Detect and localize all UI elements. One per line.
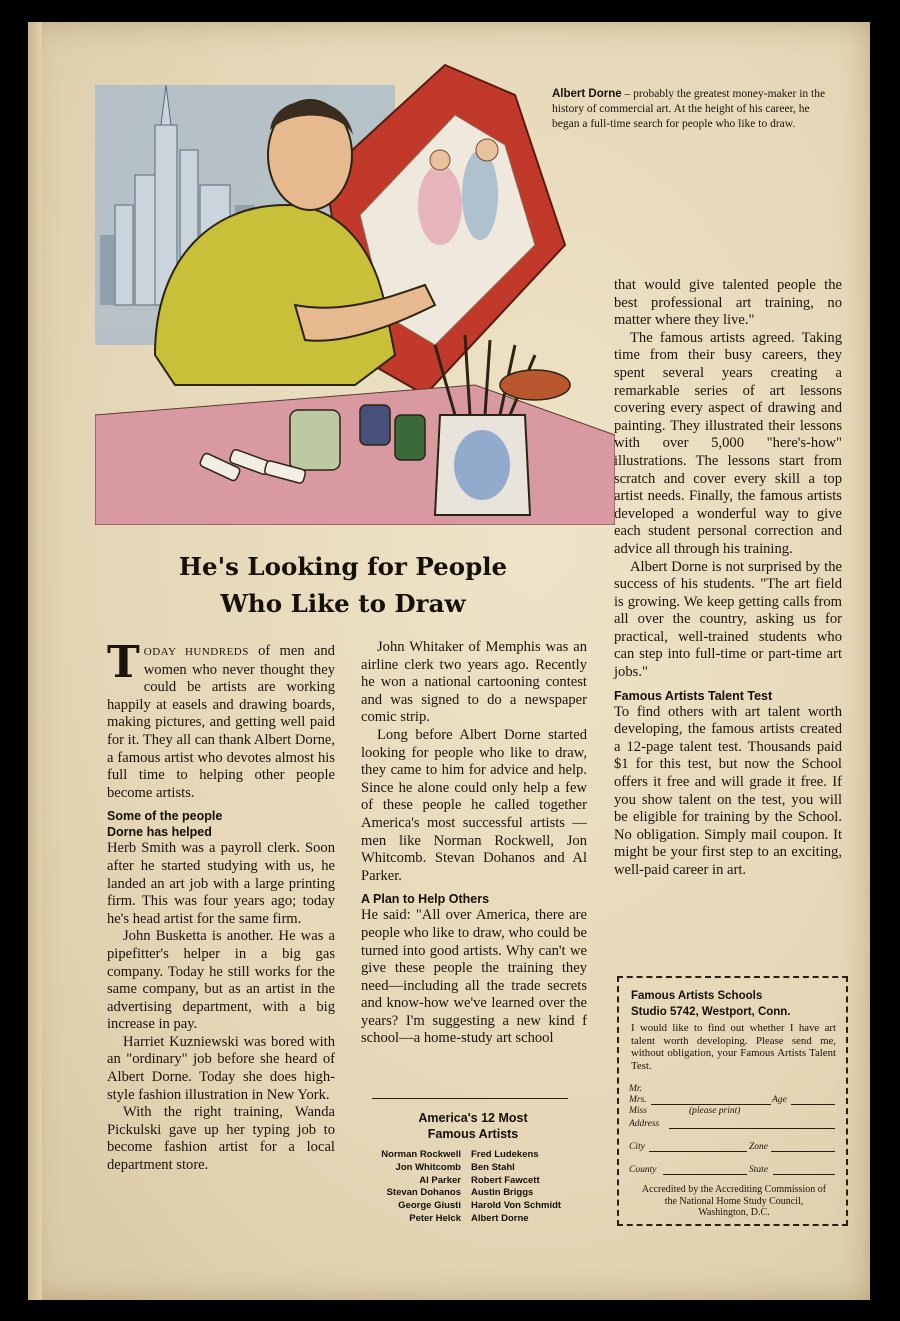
label-mrs: Mrs. (629, 1095, 647, 1105)
accreditation-note: Accredited by the Accrediting Commission of the National Home Study Council, Washington, D.C. (641, 1184, 827, 1218)
artist-name: Albert Dorne (471, 1212, 529, 1224)
headline (108, 548, 578, 622)
headline-line-1: He's Looking for People (178, 552, 508, 581)
label-zone: Zone (749, 1142, 768, 1152)
label-state: State (749, 1165, 768, 1175)
paragraph-busketta: John Busketta is another. He was a pipefitter's helper in a big gas company. Today he still works for the same company, but as an artist in the advertising department, with a big increase in pay. (107, 928, 335, 1033)
label-city: City (629, 1142, 645, 1152)
artist-name: Stevan Dohanos (386, 1187, 461, 1199)
paragraph-kuzniewski: Harriet Kuzniewski was bored with an "ordinary" job before she heard of Albert Dorne. Today she does high-style fashion illustration in New York. (107, 1033, 335, 1103)
artist-name: Jon Whitcomb (395, 1161, 461, 1173)
drop-cap: T (107, 637, 140, 688)
caption-name: Albert Dorne (552, 88, 622, 100)
label-miss: Miss (629, 1106, 647, 1116)
city-field[interactable] (649, 1151, 747, 1152)
paragraph-continued: that would give talented people the best professional art training, no matter where they live." (614, 277, 842, 329)
label-please-print: (please print) (689, 1106, 741, 1116)
illustration-caption (552, 87, 827, 132)
artist-name: Norman Rockwell (381, 1149, 461, 1160)
subhead-helped (107, 808, 335, 840)
caption-text: – probably the greatest money-maker in the history of commercial art. At the height of his career, he began a full-time search for people who like to draw. (552, 88, 826, 130)
artist-name: Harold Von Schmidt (471, 1200, 562, 1212)
paragraph-not-surprised: Albert Dorne is not surprised by the success of his students. "The art field is growing. We keep getting calls from all over the country, asking us for practical, well-trained students who can step into full-time or part-time art jobs." (614, 558, 842, 681)
paragraph-talent-test: To find others with art talent worth developing, the famous artists created a 12-page talent test. Thousands paid $1 for this test, but now the School offers it free and will grade it free. If you show talent on the test, you will be eligible for training by the School. No obligation. Simply mail coupon. It might be your first step to an exciting, well-paid career in art. (614, 703, 842, 878)
subhead-helped-line-2: Dorne has helped (107, 825, 212, 840)
artist-name: Austin Briggs (471, 1187, 534, 1199)
column-1 (107, 637, 335, 1175)
famous-artists-title-line-2: Famous Artists (427, 1127, 519, 1141)
subhead-talent-test: Famous Artists Talent Test (614, 688, 773, 703)
famous-artists-title (355, 1110, 591, 1142)
paragraph-whitaker: John Whitaker of Memphis was an airline clerk two years ago. Recently he won a national cartooning contest and was signed to do a newspaper comic strip. (361, 639, 587, 726)
artist-name: Fred Ludekens (471, 1149, 539, 1160)
name-field[interactable] (651, 1104, 771, 1105)
coupon-body: I would like to find out whether I have art talent worth developing. Please send me, without obligation, your Famous Artists Talent Test. (631, 1022, 836, 1072)
coupon-school: Famous Artists Schools (631, 990, 763, 1002)
column-3 (614, 277, 842, 880)
zone-field[interactable] (771, 1151, 835, 1152)
divider-rule (372, 1098, 568, 1099)
artist-name: George Giusti (398, 1200, 461, 1212)
label-mr: Mr. (629, 1084, 642, 1094)
column-2 (361, 639, 587, 1048)
address-field[interactable] (669, 1128, 835, 1129)
artist-name: Peter Helck (409, 1212, 461, 1224)
intro-text: of men and women who never thought they could be artists are working happily at easels and drawing boards, making pictures, and getting well paid for it. They all can thank Albert Dorne, a famous artist who devotes almost his full time to helping other people become artists. (107, 643, 335, 801)
paragraph-he-said: He said: "All over America, there are people who like to draw, who could be turned into good artists. Why can't we give these people the training they need—including all the trade secrets and know-how we've learned over the years? I'm suggesting a new kind f school—a home-study art school (361, 907, 588, 1047)
county-field[interactable] (663, 1174, 747, 1175)
coupon-fields (629, 1084, 837, 1176)
artist-name: Al Parker (419, 1174, 461, 1186)
headline-line-2: Who Like to Draw (220, 589, 466, 618)
famous-artists-list (355, 1110, 591, 1226)
coupon-address: Studio 5742, Westport, Conn. (631, 1006, 791, 1018)
famous-artists-title-line-1: America's 12 Most (418, 1111, 528, 1125)
artist-name: Robert Fawcett (471, 1174, 540, 1186)
coupon-header (631, 988, 791, 1020)
subhead-plan: A Plan to Help Others (361, 892, 490, 907)
paragraph-pickulski: With the right training, Wanda Pickulski gave up her typing job to become fashion artist for a local department store. (107, 1104, 335, 1174)
paragraph-long-before: Long before Albert Dorne started looking for people who like to draw, they came to him for advice and help. Since he alone could only help a few of these people he called together America's most successful artists —men like Norman Rockwell, Jon Whitcomb. Stevan Dohanos and Al Parker. (361, 726, 587, 884)
artists-right-column (471, 1149, 591, 1226)
paragraph-herb-smith: Herb Smith was a payroll clerk. Soon after he started studying with us, he landed an art job with a large printing firm. This was four years ago; today he's head artist for the same firm. (107, 840, 335, 927)
age-field[interactable] (791, 1104, 835, 1105)
artist-name: Ben Stahl (471, 1161, 515, 1173)
label-address: Address (629, 1119, 660, 1129)
paragraph-artists-agreed: The famous artists agreed. Taking time from their busy careers, they spent several years creating a remarkable series of art lessons covering every aspect of drawing and painting. They illustrated their lessons with over 5,000 "here's-how" illustrations. The lessons start from scratch and cover every skill a top artist needs. Finally, the famous artists developed a wonderful way to give each student personal correction and advice all through his training. (614, 329, 842, 557)
state-field[interactable] (773, 1174, 835, 1175)
intro-paragraph (107, 637, 335, 802)
label-county: County (629, 1165, 657, 1175)
artist-illustration (95, 55, 615, 525)
label-age: Age (772, 1095, 787, 1105)
lead-caps: ODAY HUNDREDS (143, 646, 249, 658)
page-edge (28, 22, 42, 1300)
artists-left-column (355, 1149, 471, 1226)
subhead-helped-line-1: Some of the people (107, 809, 223, 824)
mail-coupon[interactable] (617, 976, 848, 1226)
